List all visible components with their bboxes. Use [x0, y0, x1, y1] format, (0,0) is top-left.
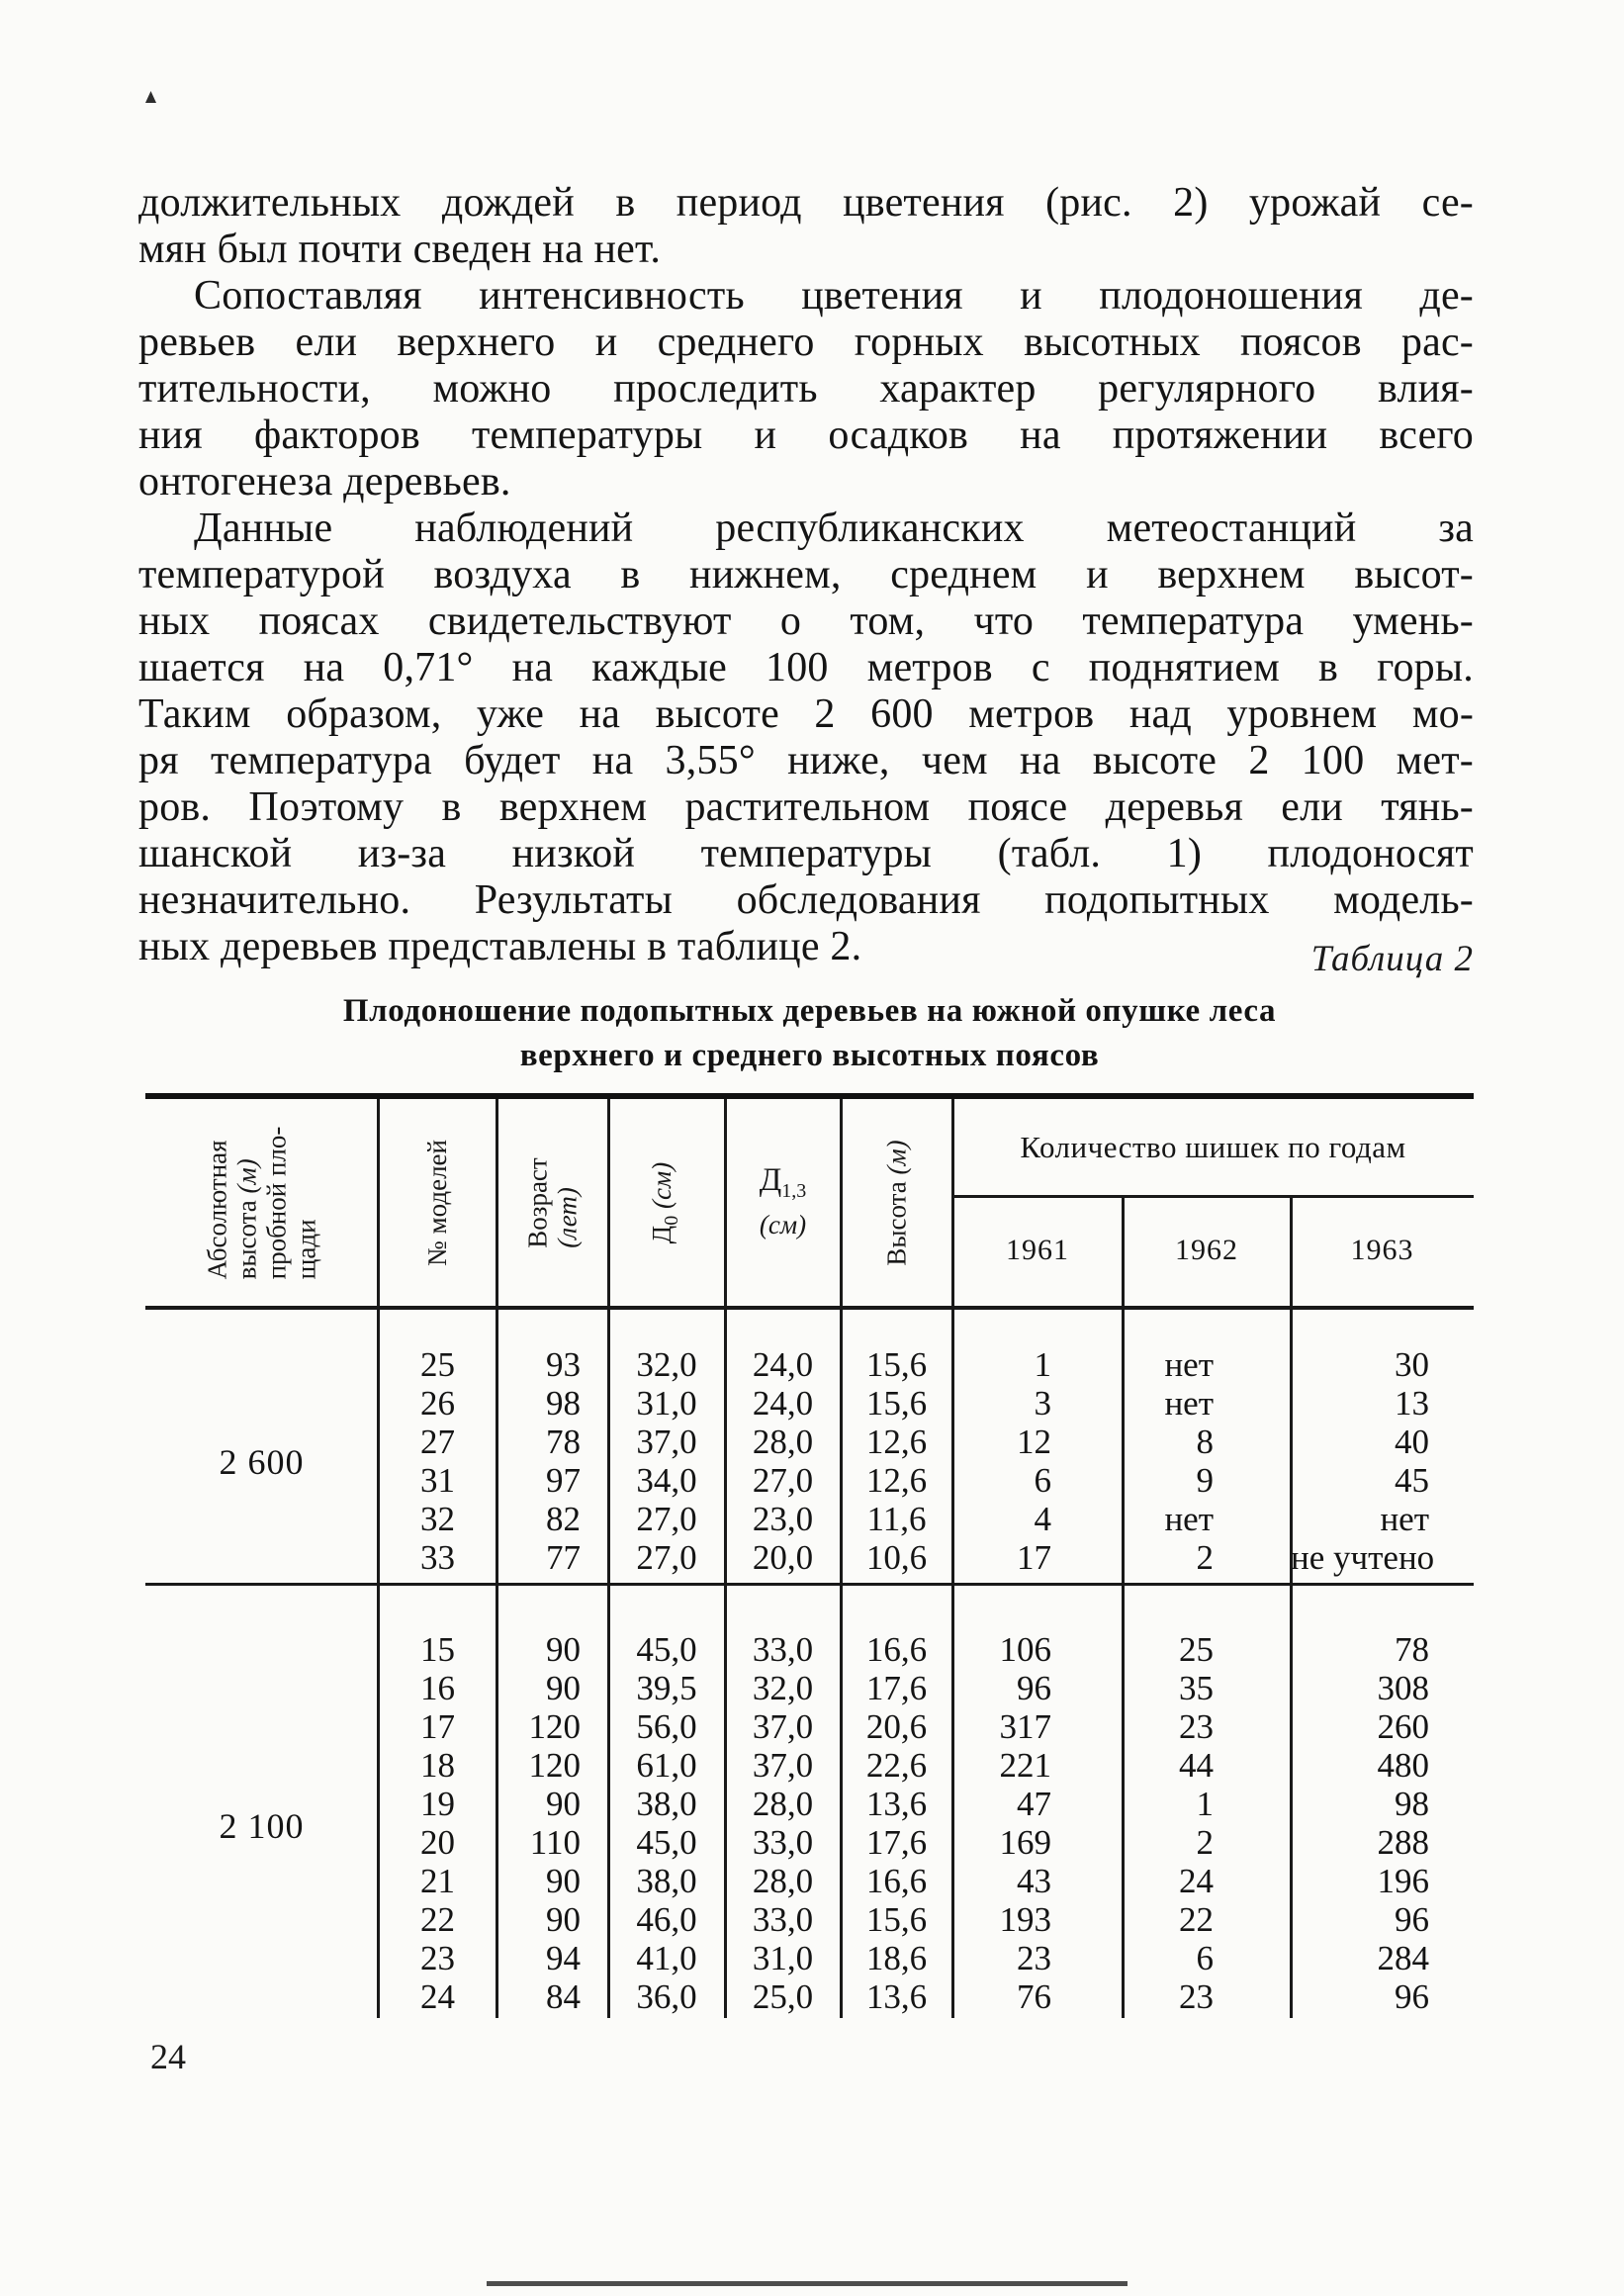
- table-cell-value: 40: [1395, 1423, 1429, 1461]
- table-cell-value: 43: [1017, 1862, 1051, 1900]
- table-cell-value: 284: [1377, 1939, 1429, 1977]
- table-cell-value: 37,0: [752, 1746, 814, 1785]
- table-cell-value: нет: [1164, 1384, 1214, 1423]
- table-cell-value: 94: [546, 1939, 581, 1977]
- body-text-line: онтогенеза деревьев.: [138, 459, 511, 505]
- body-text-line: ных деревьев представлены в таблице 2.: [138, 924, 862, 969]
- table-cell-value: 27,0: [636, 1538, 697, 1577]
- table-cell-value: 23: [1179, 1977, 1214, 2016]
- table-cell-value: 38,0: [636, 1862, 697, 1900]
- table-cell-value: 28,0: [752, 1785, 814, 1823]
- table-title-line1: Плодоношение подопытных деревьев на южной опушке леса: [342, 993, 1277, 1029]
- col-header-d0-label: $Д_0$ (см): [647, 1161, 682, 1243]
- table-cell-value: 45,0: [636, 1630, 697, 1669]
- table-data-column: [496, 1586, 608, 2018]
- table-cell-value: 56,0: [636, 1707, 697, 1746]
- table-cell-value: 3: [1034, 1384, 1051, 1423]
- table-cell-value: 20,6: [865, 1707, 928, 1746]
- table-cell-value: 32,0: [636, 1345, 697, 1384]
- table-cell-value: 16: [420, 1669, 455, 1707]
- table-cell-value: 1: [1034, 1345, 1051, 1384]
- altitude-block-2600: [145, 1310, 1474, 1583]
- body-text-line: шается на 0,71° на каждые 100 метров с поднятием в горы.: [138, 645, 1474, 690]
- years-group-header: Количество шишек по годам: [1020, 1129, 1406, 1164]
- table-cell-value: 15: [420, 1630, 455, 1669]
- table-cell-value: 22: [420, 1900, 455, 1939]
- table-cell-value: 18,6: [865, 1939, 928, 1977]
- body-text-line: Таким образом, уже на высоте 2 600 метров над уровнем мо-: [138, 691, 1474, 737]
- table-cell-value: 11,6: [866, 1500, 927, 1538]
- body-text-line: ния факторов температуры и осадков на протяжении всего: [138, 413, 1474, 458]
- table-cell-value: 9: [1196, 1461, 1214, 1500]
- body-text-line: ных поясах свидетельствуют о том, что температура умень-: [138, 598, 1474, 644]
- table-cell-value: 96: [1017, 1669, 1051, 1707]
- table-cell-value: 23: [1017, 1939, 1051, 1977]
- table-cell-value: не учтено: [1291, 1538, 1435, 1577]
- table-cell-value: 31,0: [752, 1939, 814, 1977]
- col-header-plot-altitude-label: Абсолютная высота (м) пробной пло- щади: [202, 1126, 321, 1279]
- table-cell-value: 39,5: [636, 1669, 697, 1707]
- page-number: 24: [150, 2037, 186, 2076]
- table-cell-value: 110: [529, 1823, 581, 1862]
- body-text-line: мян был почти сведен на нет.: [138, 227, 662, 272]
- table-cell-value: 8: [1196, 1423, 1214, 1461]
- table-cell-value: 41,0: [636, 1939, 697, 1977]
- table-cell-value: 18: [420, 1746, 455, 1785]
- altitude-value: 2 600: [219, 1442, 305, 1482]
- table-cell-value: 20: [420, 1823, 455, 1862]
- table-cell-value: 21: [420, 1862, 455, 1900]
- table-cell-value: 317: [999, 1707, 1051, 1746]
- table-cell-value: 2: [1196, 1823, 1214, 1862]
- table-cell-value: 17: [420, 1707, 455, 1746]
- table-cell-value: 37,0: [636, 1423, 697, 1461]
- table-cell-value: 25: [420, 1345, 455, 1384]
- table-data-column: [1291, 1586, 1474, 2018]
- table-cell-value: 19: [420, 1785, 455, 1823]
- table-cell-value: 193: [999, 1900, 1051, 1939]
- body-text-line: температурой воздуха в нижнем, среднем и верхнем высот-: [138, 552, 1474, 597]
- body-text-line: незначительно. Результаты обследования подопытных модель-: [138, 877, 1474, 923]
- table-cell-value: 27: [420, 1423, 455, 1461]
- col-header-height: [841, 1099, 952, 1306]
- table-cell-value: 20,0: [752, 1538, 814, 1577]
- body-text-line: тительности, можно проследить характер регулярного влия-: [138, 366, 1474, 412]
- col-header-d0: [608, 1099, 725, 1306]
- table-data-column: [378, 1310, 496, 1583]
- table-cell-value: 35: [1179, 1669, 1214, 1707]
- table-cell-value: 90: [546, 1785, 581, 1823]
- table-cell-value: 17,6: [865, 1823, 928, 1862]
- table-data-column: [952, 1586, 1123, 2018]
- table-cell-value: 17,6: [865, 1669, 928, 1707]
- table-cell-value: 24: [420, 1977, 455, 2016]
- table-cell-value: нет: [1164, 1500, 1214, 1538]
- col-header-model-number-label: № моделей: [422, 1139, 453, 1266]
- table-cell-value: 30: [1395, 1345, 1429, 1384]
- year-header-1961: 1961: [1006, 1234, 1069, 1266]
- table-cell-value: нет: [1380, 1500, 1429, 1538]
- table-cell-value: 31,0: [636, 1384, 697, 1423]
- table-cell-value: 15,6: [865, 1384, 928, 1423]
- table-cell-value: 15,6: [865, 1345, 928, 1384]
- table-cell-value: 33,0: [752, 1823, 814, 1862]
- table-cell-value: 33,0: [752, 1630, 814, 1669]
- table-cell-value: 76: [1017, 1977, 1051, 2016]
- col-header-plot-altitude: [145, 1099, 378, 1306]
- table-cell-value: 1: [1196, 1785, 1214, 1823]
- table-cell-value: 77: [546, 1538, 581, 1577]
- table-title-line2: верхнего и среднего высотных поясов: [519, 1038, 1100, 1073]
- scan-artifact-line: [487, 2281, 1128, 2286]
- altitude-value: 2 100: [219, 1806, 305, 1846]
- table-cell-value: 23: [1179, 1707, 1214, 1746]
- table-cell-value: 32: [420, 1500, 455, 1538]
- body-text-line: ревьев ели верхнего и среднего горных высотных поясов рас-: [138, 320, 1474, 365]
- body-text-line: ря температура будет на 3,55° ниже, чем на высоте 2 100 мет-: [138, 738, 1474, 783]
- table-cell-value: 23: [420, 1939, 455, 1977]
- table-cell-value: 22,6: [865, 1746, 928, 1785]
- table-cell-value: 78: [1395, 1630, 1429, 1669]
- table-cell-value: 12,6: [865, 1423, 928, 1461]
- table-data-column: [841, 1310, 952, 1583]
- table-cell-value: 82: [546, 1500, 581, 1538]
- table-data-column: [1291, 1310, 1474, 1583]
- year-header-1963: 1963: [1350, 1234, 1414, 1266]
- table-cell-value: 24,0: [752, 1345, 814, 1384]
- table-cell-value: 6: [1034, 1461, 1051, 1500]
- table-cell-value: 24: [1179, 1862, 1214, 1900]
- table-cell-value: 120: [528, 1707, 581, 1746]
- body-text-line: ров. Поэтому в верхнем растительном поясе деревья ели тянь-: [138, 784, 1474, 830]
- table-data-column: [378, 1586, 496, 2018]
- col-header-d13: [725, 1099, 841, 1306]
- table-data-column: [725, 1310, 841, 1583]
- table-cell-value: 25,0: [752, 1977, 814, 2016]
- table-cell-value: 27,0: [752, 1461, 814, 1500]
- table-cell-value: 24,0: [752, 1384, 814, 1423]
- table-cell-value: 13,6: [865, 1977, 928, 2016]
- col-header-age: [496, 1099, 608, 1306]
- table-cell-value: 27,0: [636, 1500, 697, 1538]
- table-cell-value: 90: [546, 1669, 581, 1707]
- table-cell-value: 480: [1377, 1746, 1429, 1785]
- table-cell-value: 221: [999, 1746, 1051, 1785]
- table-cell-value: 98: [1395, 1785, 1429, 1823]
- table-data-column: [496, 1310, 608, 1583]
- table-cell-value: нет: [1164, 1345, 1214, 1384]
- table-data-column: [725, 1586, 841, 2018]
- body-text-line: Сопоставляя интенсивность цветения и плодоношения де-: [194, 273, 1474, 319]
- table-cell-value: 45,0: [636, 1823, 697, 1862]
- table-cell-value: 16,6: [865, 1862, 928, 1900]
- col-header-d13-label: $Д_{1,3}$ (см): [759, 1162, 807, 1240]
- table-cell-value: 25: [1179, 1630, 1214, 1669]
- table-caption-number: Таблица 2: [1310, 939, 1474, 979]
- table-cell-value: 288: [1377, 1823, 1429, 1862]
- table-cell-value: 45: [1395, 1461, 1429, 1500]
- col-header-model-number: [378, 1099, 496, 1306]
- table-cell-value: 4: [1034, 1500, 1051, 1538]
- altitude-block-2100: [145, 1586, 1474, 2018]
- table-cell-value: 38,0: [636, 1785, 697, 1823]
- table-cell-value: 26: [420, 1384, 455, 1423]
- table-cell-value: 47: [1017, 1785, 1051, 1823]
- table-cell-value: 28,0: [752, 1423, 814, 1461]
- table-cell-value: 10,6: [865, 1538, 928, 1577]
- table-cell-value: 33,0: [752, 1900, 814, 1939]
- table-title: [145, 989, 1474, 1078]
- col-header-height-label: Высота (м): [881, 1139, 912, 1266]
- table-data-column: [1123, 1586, 1291, 2018]
- col-header-age-label: Возраст (лет): [522, 1156, 583, 1248]
- data-table: [145, 1093, 1474, 2018]
- table-cell-value: 12,6: [865, 1461, 928, 1500]
- table-cell-value: 28,0: [752, 1862, 814, 1900]
- table-data-column: [608, 1310, 725, 1583]
- table-cell-value: 61,0: [636, 1746, 697, 1785]
- table-cell-value: 44: [1179, 1746, 1214, 1785]
- table-cell-value: 6: [1196, 1939, 1214, 1977]
- table-data-column: [608, 1586, 725, 2018]
- table-cell-value: 17: [1017, 1538, 1051, 1577]
- table-cell-value: 90: [546, 1900, 581, 1939]
- body-text-line: должительных дождей в период цветения (рис. 2) урожай се-: [138, 180, 1474, 226]
- year-header-1962: 1962: [1175, 1234, 1238, 1266]
- text-block: [138, 180, 1474, 970]
- table-cell-value: 34,0: [636, 1461, 697, 1500]
- table-cell-value: 15,6: [865, 1900, 928, 1939]
- table-cell-value: 96: [1395, 1900, 1429, 1939]
- table-cell-value: 31: [420, 1461, 455, 1500]
- table-cell-value: 78: [546, 1423, 581, 1461]
- table-data-column: [1123, 1310, 1291, 1583]
- table-cell-value: 98: [546, 1384, 581, 1423]
- table-cell-value: 33: [420, 1538, 455, 1577]
- table-cell-value: 12: [1017, 1423, 1051, 1461]
- table-cell-value: 90: [546, 1862, 581, 1900]
- table-cell-value: 13,6: [865, 1785, 928, 1823]
- table-cell-value: 120: [528, 1746, 581, 1785]
- table-cell-value: 37,0: [752, 1707, 814, 1746]
- scan-speck: [145, 91, 156, 103]
- table-cell-value: 32,0: [752, 1669, 814, 1707]
- table-cell-value: 106: [999, 1630, 1051, 1669]
- table-cell-value: 308: [1377, 1669, 1429, 1707]
- table-cell-value: 96: [1395, 1977, 1429, 2016]
- table-cell-value: 23,0: [752, 1500, 814, 1538]
- table-cell-value: 13: [1395, 1384, 1429, 1423]
- table-cell-value: 93: [546, 1345, 581, 1384]
- table-cell-value: 90: [546, 1630, 581, 1669]
- table-cell-value: 169: [999, 1823, 1051, 1862]
- table-cell-value: 36,0: [636, 1977, 697, 2016]
- table-cell-value: 84: [546, 1977, 581, 2016]
- table-cell-value: 46,0: [636, 1900, 697, 1939]
- table-cell-value: 196: [1377, 1862, 1429, 1900]
- table-data-column: [952, 1310, 1123, 1583]
- body-text-line: шанской из-за низкой температуры (табл. 1) плодоносят: [138, 831, 1474, 876]
- table-cell-value: 2: [1196, 1538, 1214, 1577]
- table-data-column: [841, 1586, 952, 2018]
- body-text-line: Данные наблюдений республиканских метеостанций за: [194, 505, 1474, 551]
- table-cell-value: 22: [1179, 1900, 1214, 1939]
- table-cell-value: 97: [546, 1461, 581, 1500]
- table-cell-value: 16,6: [865, 1630, 928, 1669]
- table-cell-value: 260: [1377, 1707, 1429, 1746]
